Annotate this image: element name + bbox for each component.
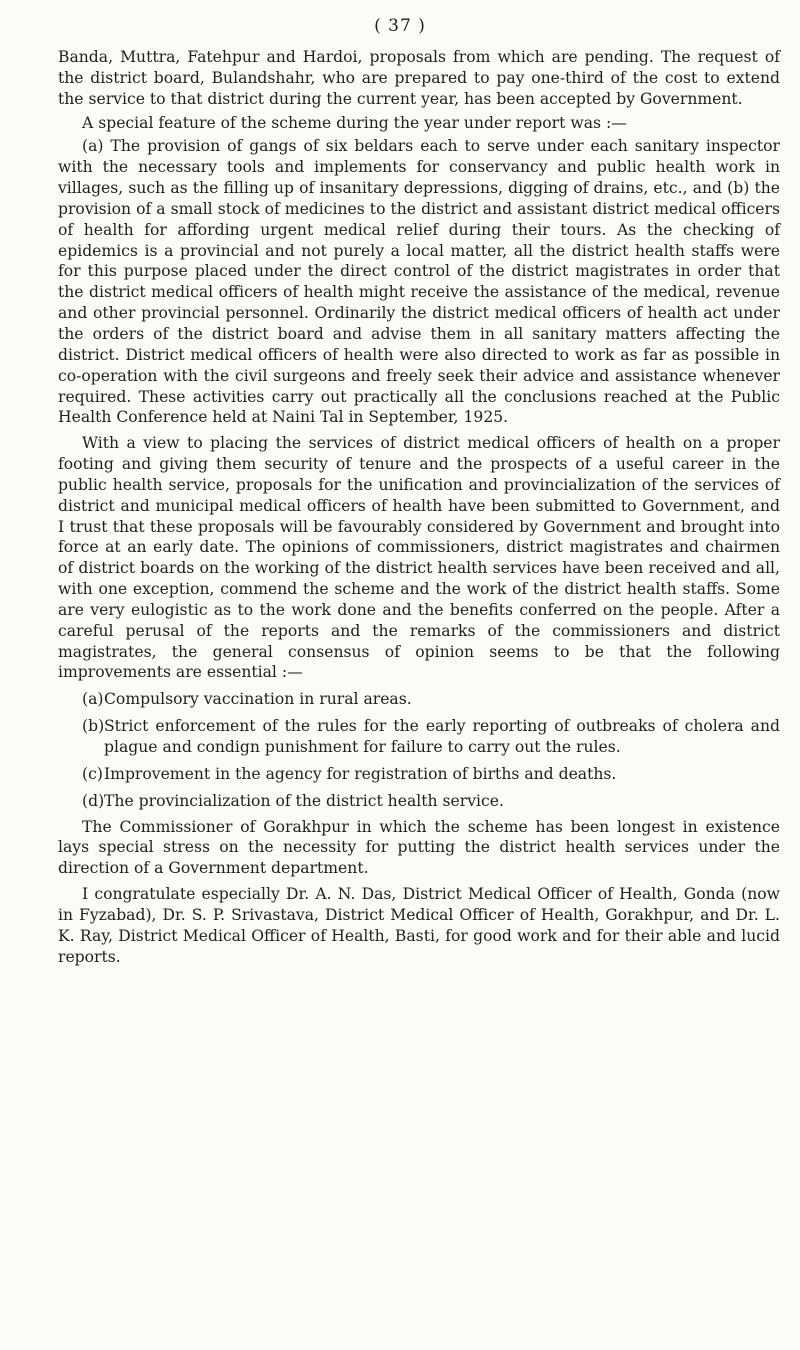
list-item [58,764,780,785]
list-item [58,689,780,710]
list-item [58,791,780,812]
list-marker: (c) [82,764,103,783]
report-body [58,47,780,967]
list-text: Strict enforcement of the rules for the early reporting of outbreaks of cholera and plague and condign punishment for failure to carry out the rules. [104,717,780,756]
list-text: Compulsory vaccination in rural areas. [104,690,412,709]
paragraph-provisions: (a) The provision of gangs of six beldars each to serve under each sanitary inspector with the necessary tools and implements for conservancy and public health work in villages, such as the filling up of insanitary depressions, digging of drains, etc., and (b) the provision of a small stock of medicines to the district and assistant district medical officers of health for affording urgent medical relief during their tours. As the checking of epidemics is a provincial and not purely a local matter, all the district health staffs were for this purpose placed under the direct control of the district magistrates in order that the district medical officers of health might receive the assistance of the medical, revenue and other provincial personnel. Ordinarily the district medical officers of health act under the orders of the district board and advise them in all sanitary matters affecting the district. District medical officers of health were also directed to work as far as possible in co-operation with the civil surgeons and freely seek their advice and assistance whenever required. These activities carry out practically all the conclusions reached at the Public Health Conference held at Naini Tal in September, 1925. [58,137,780,427]
list-item [58,716,780,758]
paragraph-congratulations: I congratulate especially Dr. A. N. Das, District Medical Officer of Health, Gonda (now in Fyzabad), Dr. S. P. Srivastava, District Medical Officer of Health, Gorakhpur, and Dr. L. K. Ray, District Medical Officer of Health, Basti, for good work and for their able and lucid reports. [58,885,780,966]
paragraph-gorakhpur: The Commissioner of Gorakhpur in which the scheme has been longest in existence lays special stress on the necessity for putting the district health services under the direction of a Government department. [58,817,780,878]
paragraph-continuation: Banda, Muttra, Fatehpur and Hardoi, proposals from which are pending. The request of the district board, Bulandshahr, who are prepared to pay one-third of the cost to extend the service to that district during the current year, has been accepted by Government. [58,48,780,108]
paragraph-special-feature: A special feature of the scheme during the year under report was :— [82,113,627,132]
list-marker: (a) [82,690,104,709]
list-text: Improvement in the agency for registration of births and deaths. [104,764,617,783]
list-text: The provincialization of the district health service. [104,791,504,810]
list-marker: (d) [82,791,105,810]
paragraph-services: With a view to placing the services of district medical officers of health on a proper footing and giving them security of tenure and the prospects of a useful career in the public health service, proposals for the unification and provincialization of the services of district and municipal medical officers of health have been submitted to Government, and I trust that these proposals will be favourably considered by Government and brought into force at an early date. The opinions of commissioners, district magistrates and chairmen of district boards on the working of the district health services have been received and all, with one exception, commend the scheme and the work of the district health staffs. Some are very eulogistic as to the work done and the benefits conferred on the people. After a careful perusal of the reports and the remarks of the commissioners and district magistrates, the general consensus of opinion seems to be that the following improvements are essential :— [58,434,780,682]
page-number: ( 37 ) [374,16,426,36]
list-marker: (b) [82,717,105,736]
